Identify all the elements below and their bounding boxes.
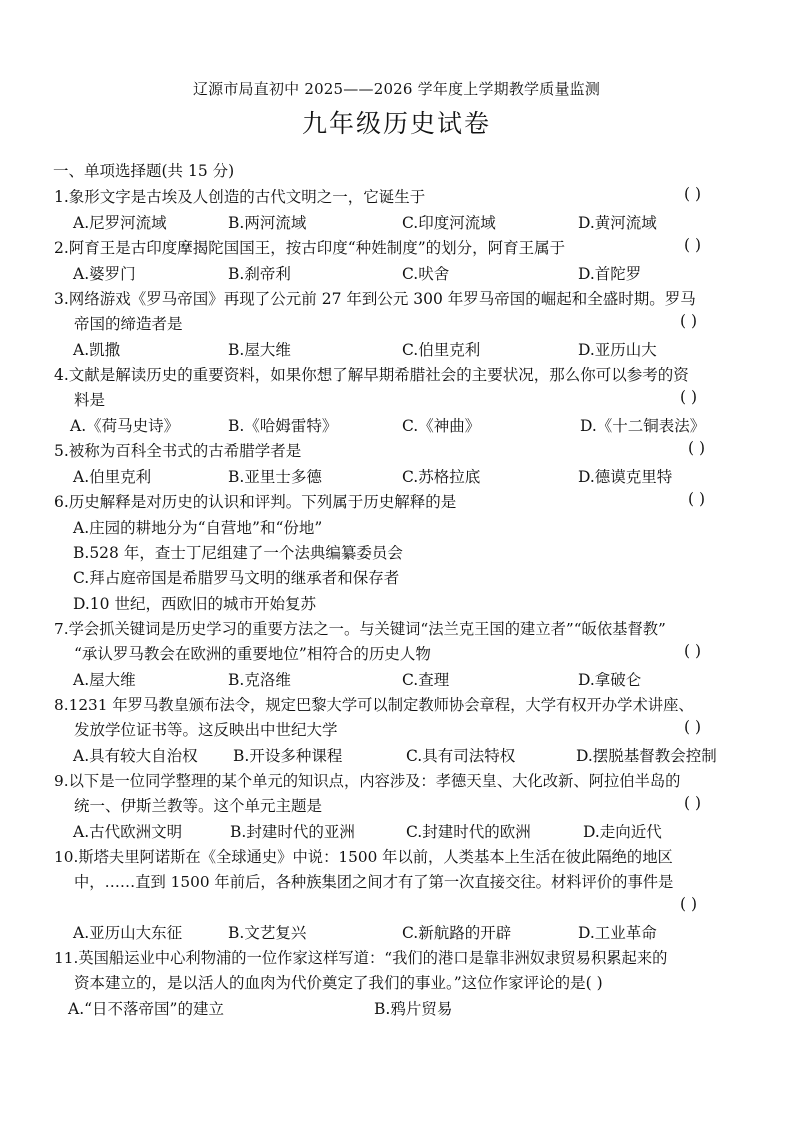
question-11-option-a: A.“日不落帝国”的建立 [68,1000,224,1018]
question-3-option-b: B.屋大维 [228,341,291,359]
question-2-option-a: A.婆罗门 [73,265,136,283]
question-10-answer-paren[interactable]: ( ) [680,895,698,913]
question-2-option-d: D.首陀罗 [578,265,642,283]
question-9-option-d: D.走向近代 [583,823,662,841]
question-5-option-c: C.苏格拉底 [402,468,481,486]
question-4-option-d: D.《十二铜表法》 [580,417,706,435]
question-6-option-b: B.528 年，查士丁尼组建了一个法典编纂委员会 [73,544,403,562]
question-3-answer-paren[interactable]: ( ) [680,312,698,330]
question-1-option-c: C.印度河流域 [402,214,496,232]
question-9-text-cont: 统一、伊斯兰教等。这个单元主题是 [74,797,323,815]
question-9-option-a: A.古代欧洲文明 [73,823,183,841]
question-4-answer-paren[interactable]: ( ) [680,388,698,406]
question-10-option-d: D.工业革命 [578,924,657,942]
question-2-option-c: C.吠舍 [402,265,450,283]
question-7-option-c: C.查理 [402,671,450,689]
question-4-text: 4.文献是解读历史的重要资料，如果你想了解早期希腊社会的主要状况，那么你可以参考的资 [54,366,689,384]
question-10-option-c: C.新航路的开辟 [402,924,512,942]
question-6-option-a: A.庄园的耕地分为“自营地”和“份地” [73,519,323,537]
question-7-option-b: B.克洛维 [228,671,291,689]
question-1-option-d: D.黄河流域 [578,214,657,232]
question-9-option-b: B.封建时代的亚洲 [230,823,355,841]
question-10-option-b: B.文艺复兴 [228,924,307,942]
question-11-text: 11.英国船运业中心利物浦的一位作家这样写道：“我们的港口是靠非洲奴隶贸易积累起来的 [54,949,668,967]
question-9-answer-paren[interactable]: ( ) [684,794,702,812]
question-8-option-d: D.摆脱基督教会控制 [576,747,717,765]
question-3-option-c: C.伯里克利 [402,341,481,359]
question-2-answer-paren[interactable]: ( ) [684,236,702,254]
question-11-option-b: B.鸦片贸易 [374,1000,453,1018]
question-8-answer-paren[interactable]: ( ) [684,718,702,736]
question-9-text: 9.以下是一位同学整理的某个单元的知识点，内容涉及：孝德天皇、大化改新、阿拉伯半岛的 [54,772,681,790]
question-5-option-a: A.伯里克利 [73,468,152,486]
question-7-option-a: A.屋大维 [73,671,136,689]
question-10-text-cont: 中，……直到 1500 年前后，各种族集团之间才有了第一次直接交往。材料评价的事件是 [74,873,674,891]
question-7-option-d: D.拿破仑 [578,671,642,689]
question-9-option-c: C.封建时代的欧洲 [406,823,531,841]
question-7-text-cont: “承认罗马教会在欧洲的重要地位”相符合的历史人物 [74,645,431,663]
exam-title: 九年级历史试卷 [301,109,491,138]
question-7-text: 7.学会抓关键词是历史学习的重要方法之一。与关键词“法兰克王国的建立者”“皈依基督教” [54,620,666,638]
question-6-answer-paren[interactable]: ( ) [688,490,706,508]
question-10-text: 10.斯塔夫里阿诺斯在《全球通史》中说：1500 年以前，人类基本上生活在彼此隔绝的地区 [54,848,673,866]
section-title: 一、单项选择题(共 15 分) [53,162,235,180]
question-3-option-d: D.亚历山大 [578,341,657,359]
question-1-option-b: B.两河流域 [228,214,307,232]
exam-subtitle: 辽源市局直初中 2025——2026 学年度上学期教学质量监测 [192,80,601,98]
question-5-option-b: B.亚里士多德 [228,468,322,486]
question-5-option-d: D.德谟克里特 [578,468,673,486]
question-6-option-c: C.拜占庭帝国是希腊罗马文明的继承者和保存者 [73,569,400,587]
question-4-option-b: B.《哈姆雷特》 [228,417,338,435]
question-8-text-cont: 发放学位证书等。这反映出中世纪大学 [74,721,338,739]
question-5-answer-paren[interactable]: ( ) [688,439,706,457]
question-3-text: 3.网络游戏《罗马帝国》再现了公元前 27 年到公元 300 年罗马帝国的崛起和全盛时期。罗马 [54,290,696,308]
question-2-option-b: B.刹帝利 [228,265,291,283]
question-6-option-d: D.10 世纪，西欧旧的城市开始复苏 [73,595,316,613]
question-4-option-c: C.《神曲》 [402,417,481,435]
question-10-option-a: A.亚历山大东征 [73,924,183,942]
question-7-answer-paren[interactable]: ( ) [684,642,702,660]
question-1-text: 1.象形文字是古埃及人创造的古代文明之一，它诞生于 [54,188,426,206]
question-2-text: 2.阿育王是古印度摩揭陀国国王，按古印度“种姓制度”的划分，阿育王属于 [54,239,566,257]
question-6-text: 6.历史解释是对历史的认识和评判。下列属于历史解释的是 [54,493,457,511]
question-1-answer-paren[interactable]: ( ) [684,185,702,203]
question-11-text-cont: 资本建立的，是以活人的血肉为代价奠定了我们的事业。”这位作家评论的是( ) [74,974,603,992]
question-8-option-c: C.具有司法特权 [406,747,516,765]
question-4-option-a: A.《荷马史诗》 [70,417,180,435]
question-4-text-cont: 料是 [74,391,106,409]
question-1-option-a: A.尼罗河流域 [73,214,167,232]
question-3-option-a: A.凯撒 [73,341,121,359]
question-8-option-a: A.具有较大自治权 [73,747,198,765]
question-5-text: 5.被称为百科全书式的古希腊学者是 [54,442,302,460]
question-8-text: 8.1231 年罗马教皇颁布法令，规定巴黎大学可以制定教师协会章程，大学有权开办学术讲座、 [54,696,694,714]
question-8-option-b: B.开设多种课程 [233,747,343,765]
question-3-text-cont: 帝国的缔造者是 [74,315,183,333]
